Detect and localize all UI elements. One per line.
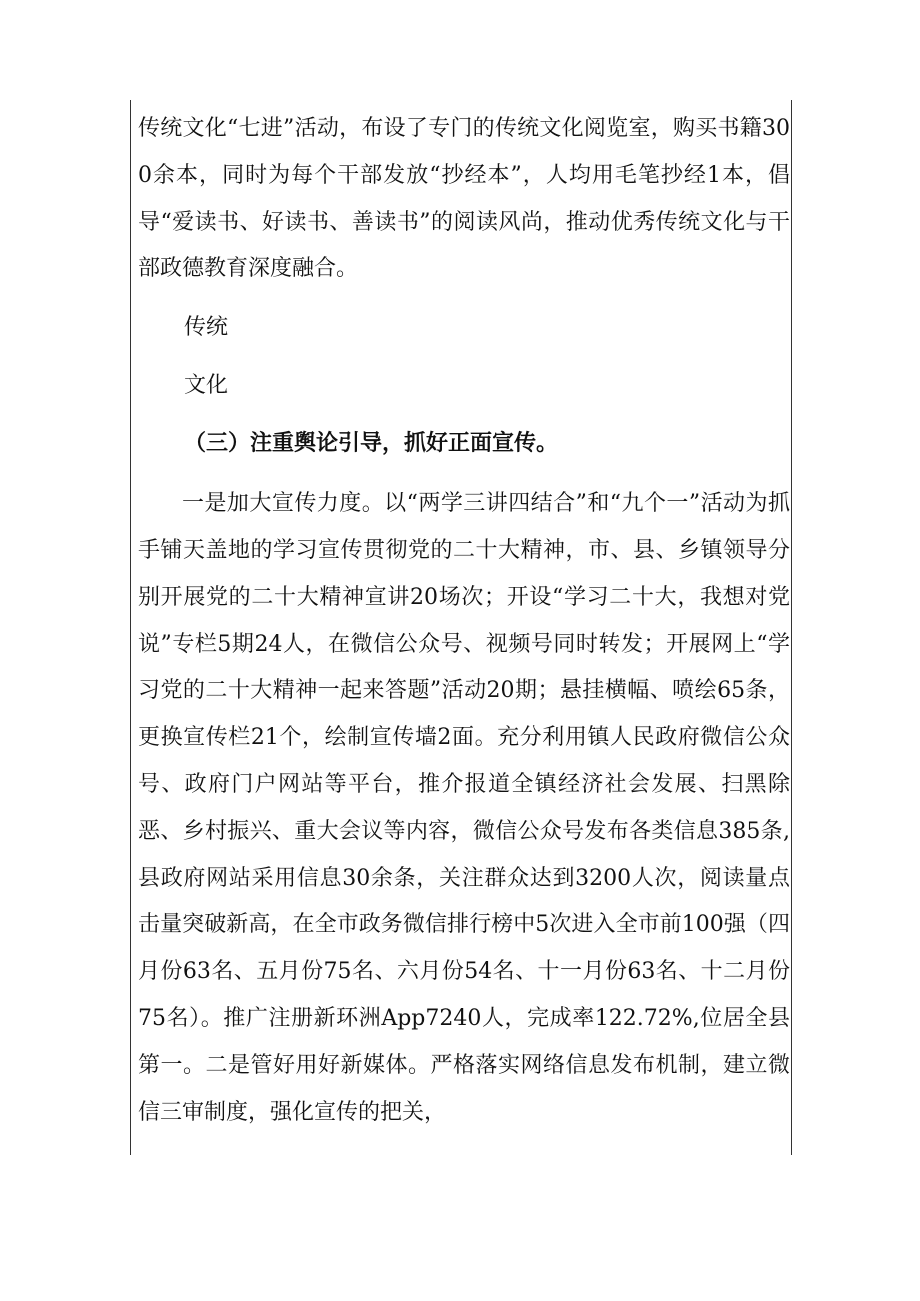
paragraph-publicity: 一是加大宣传力度。以“两学三讲四结合”和“九个一”活动为抓手铺天盖地的学习宣传贯彻党的二十大精神，市、县、乡镇领导分别开展党的二十大精神宣讲20场次；开设“学习二十大，我想对党说”专栏5期24人，在微信公众号、视频号同时转发；开展网上“学习党的二十大精神一起来答题”活动20期；悬挂横幅、喷绘65条，更换宣传栏21个，绘制宣传墙2面。充分利用镇人民政府微信公众号、政府门户网站等平台，推介报道全镇经济社会发展、扫黑除恶、乡村振兴、重大会议等内容，微信公众号发布各类信息385条,县政府网站采用信息30余条，关注群众达到3200人次，阅读量点击量突破新高，在全市政务微信排行榜中5次进入全市前100强（四月份63名、五月份75名、六月份54名、十一月份63名、十二月份75名）。推广注册新环洲App7240人，完成率122.72%,位居全县第一。二是管好用好新媒体。严格落实网络信息发布机制，建立微信三审制度，强化宣传的把关， bbox=[138, 491, 790, 1125]
paragraph-traditional-culture: 传统文化“七进”活动，布设了专门的传统文化阅览室，购买书籍300余本，同时为每个干部发放“抄经本”，人均用毛笔抄经1本，倡导“爱读书、好读书、善读书”的阅读风尚，推动优秀传统文化与干部政德教育深度融合。 bbox=[138, 116, 790, 282]
table-border-left bbox=[130, 100, 131, 1155]
table-border-right bbox=[791, 100, 792, 1155]
section-heading: （三）注重舆论引导，抓好正面宣传。 bbox=[184, 431, 559, 457]
fragment-line-2: 文化 bbox=[184, 373, 229, 399]
document-body bbox=[138, 106, 790, 1136]
fragment-line-1: 传统 bbox=[184, 315, 229, 341]
